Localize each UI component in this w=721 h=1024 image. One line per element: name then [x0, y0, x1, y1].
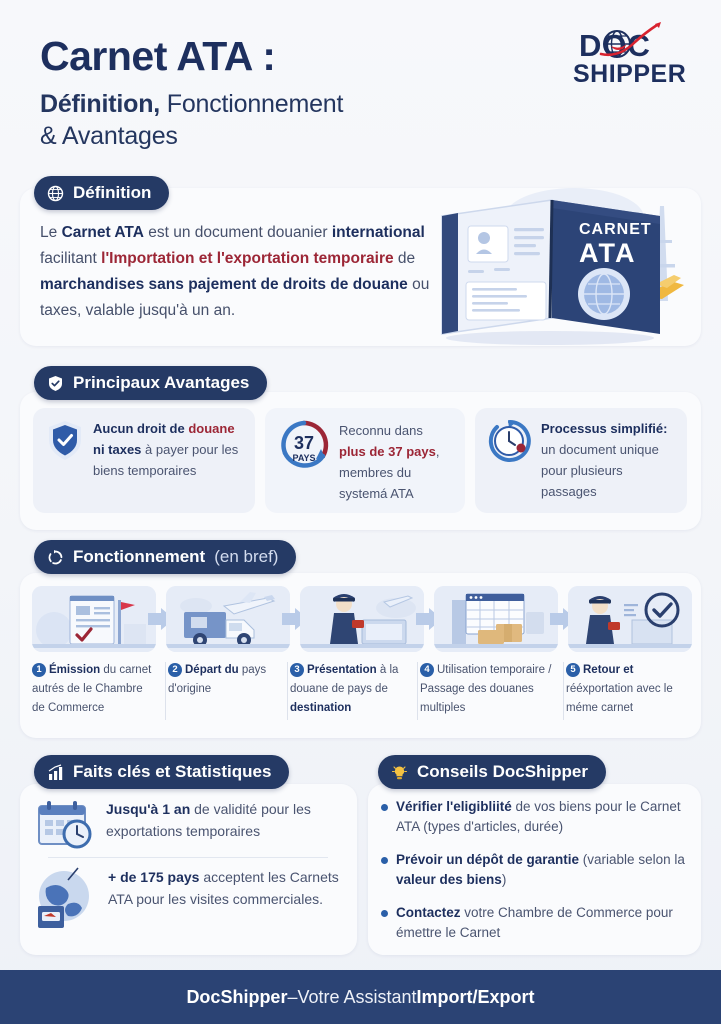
- tip-item: [381, 797, 693, 837]
- page-subtitle: [40, 88, 343, 152]
- step-body: Utilisation temporaire / Passage des douanes multiples: [420, 664, 552, 714]
- arrow-icon: [290, 586, 300, 652]
- document-check-icon: [32, 586, 156, 652]
- footer-banner: [0, 970, 721, 1024]
- workflow-badge-suffix: (en bref): [214, 547, 279, 566]
- refresh-cycle-icon: [47, 549, 64, 566]
- step-number: 3: [290, 663, 304, 677]
- bullet-icon: [381, 910, 388, 917]
- definition-badge-label: Définition: [73, 183, 152, 202]
- step-number: 2: [168, 663, 182, 677]
- globe-truck-icon: [34, 866, 98, 937]
- tip-text: Contactez votre Chambre de Commerce pour émettre le Carnet: [396, 905, 673, 940]
- step-number: 5: [566, 663, 580, 677]
- footer-separator: –: [287, 986, 298, 1007]
- step-title-2: destination: [290, 702, 352, 714]
- step-number: 4: [420, 663, 434, 677]
- calendar-clock-icon: [34, 798, 96, 855]
- footer-tagline: Votre Assistant: [297, 986, 417, 1007]
- passport-cover-line1: CARNET: [579, 221, 652, 238]
- subtitle-line2: & Avantages: [40, 122, 178, 150]
- fact-text: Jusqu'à 1 an de validité pour les exportations temporaires: [106, 801, 311, 839]
- advantage-text: Processus simplifié: un document unique pour plusieurs passages: [541, 421, 668, 499]
- arrow-icon: [424, 586, 434, 652]
- step-body: pays d'origine: [168, 664, 267, 695]
- shield-check-icon: [47, 375, 64, 392]
- ring-number: 37: [293, 433, 315, 453]
- ring-label: PAYS: [292, 453, 316, 463]
- tip-text: Prévoir un dépôt de garantie (variable selon la valeur des biens): [396, 852, 685, 887]
- customs-officer-icon: [300, 586, 424, 652]
- step-body: rééxportation avec le méme carnet: [566, 683, 673, 714]
- subtitle-rest: Fonctionnement: [160, 90, 344, 118]
- globe-icon: [47, 185, 64, 202]
- facts-badge: [34, 755, 289, 789]
- advantage-text: Reconnu dans plus de 37 pays, membres du systemá ATA: [339, 423, 440, 501]
- lightbulb-icon: [391, 764, 408, 781]
- tip-item: [381, 903, 693, 943]
- arrow-icon: [156, 586, 166, 652]
- subtitle-bold: Définition,: [40, 90, 161, 118]
- tip-text: Vérifier l'eligibliité de vos biens pour le Carnet ATA (types d'articles, durée): [396, 799, 681, 834]
- bullet-icon: [381, 857, 388, 864]
- step-body: du carnet autrés de le Chambre de Commerce: [32, 664, 152, 714]
- shield-check-icon: [45, 418, 85, 481]
- step-title: Retour et: [583, 664, 634, 676]
- definition-text: Le Carnet ATA est un document douanier international facilitant l'Importation et l'exportation temporaire de marchandises sans pajement de droits de douane ou taxes, valable jusqu'à un an.: [40, 224, 430, 319]
- tips-badge: [378, 755, 606, 789]
- officer-check-icon: [568, 586, 692, 652]
- tip-item: [381, 850, 693, 890]
- bar-chart-icon: [47, 764, 64, 781]
- workflow-illustrations: [32, 586, 692, 652]
- definition-badge: [34, 176, 169, 210]
- workflow-step-2: [166, 660, 288, 717]
- fact-item-validity: [34, 798, 344, 855]
- advantage-item-duty-free: [33, 408, 255, 513]
- step-body: à la douane de pays de: [290, 664, 399, 695]
- advantage-text: Aucun droit de douane ni taxes à payer pour les biens temporaires: [93, 421, 239, 478]
- advantage-item-countries: [265, 408, 465, 513]
- step-title: Départ du: [185, 664, 239, 676]
- advantages-badge: [34, 366, 267, 400]
- advantages-badge-label: Principaux Avantages: [73, 373, 250, 392]
- tips-badge-label: Conseils DocShipper: [417, 762, 588, 781]
- docshipper-logo: [573, 22, 689, 94]
- workflow-badge-label: Fonctionnement: [73, 547, 206, 566]
- logo-globe-plane-icon: [573, 22, 689, 68]
- bullet-icon: [381, 804, 388, 811]
- step-title: Émission: [49, 664, 101, 676]
- facts-divider: [48, 857, 328, 858]
- header: [0, 0, 721, 170]
- step-title: Présentation: [307, 664, 377, 676]
- page-title: Carnet ATA :: [40, 33, 276, 79]
- workflow-step-1: [30, 660, 166, 717]
- fact-item-countries: [34, 866, 346, 937]
- workflow-step-4: [418, 660, 564, 717]
- clock-arrow-icon: [487, 418, 533, 502]
- footer-tagline-bold: Import/Export: [416, 986, 535, 1007]
- step-number: 1: [32, 663, 46, 677]
- workflow-badge: [34, 540, 296, 574]
- countries-ring-icon: [277, 418, 331, 472]
- footer-brand: DocShipper: [186, 986, 288, 1007]
- facts-badge-label: Faits clés et Statistiques: [73, 762, 272, 781]
- carnet-ata-passport-illustration: [424, 178, 702, 346]
- workflow-steps: [30, 660, 695, 717]
- arrow-icon: [558, 586, 568, 652]
- passport-cover-line2: ATA: [579, 238, 637, 268]
- advantage-item-simplified: [475, 408, 687, 513]
- logo-shipper-text: SHIPPER: [573, 60, 687, 88]
- truck-plane-icon: [166, 586, 290, 652]
- workflow-step-5: [564, 660, 684, 717]
- workflow-step-3: [288, 660, 418, 717]
- logo-doc-text: DOC: [579, 28, 651, 63]
- warehouse-boxes-icon: [434, 586, 558, 652]
- fact-text: + de 175 pays acceptent les Carnets ATA pour les visites commerciales.: [108, 869, 339, 907]
